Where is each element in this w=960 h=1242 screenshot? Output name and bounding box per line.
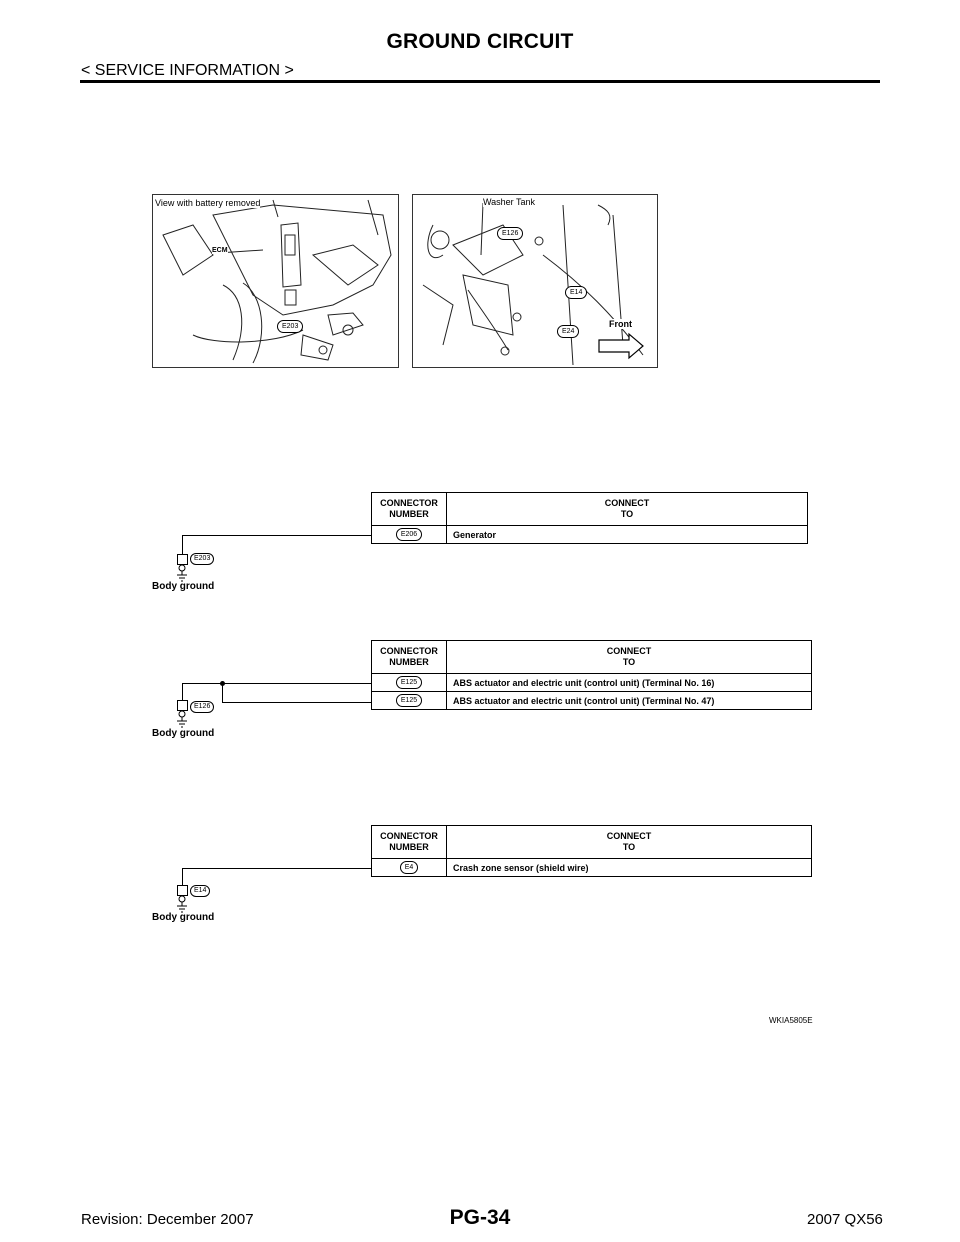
- ground-label: Body ground: [152, 912, 215, 923]
- ground-connector-id: E14: [190, 885, 210, 897]
- washer-tank-label: Washer Tank: [483, 197, 536, 207]
- engine-bay-illustration-right: [412, 194, 658, 368]
- connect-to: ABS actuator and electric unit (control unit) (Terminal No. 16): [447, 674, 812, 692]
- ground-label: Body ground: [152, 581, 215, 592]
- right-photo-connector-1: E126: [497, 227, 523, 240]
- section-label: < SERVICE INFORMATION >: [81, 62, 294, 79]
- wire-vertical: [182, 868, 183, 886]
- right-photo-connector-2: E14: [565, 286, 587, 299]
- connector-table-3: [371, 825, 812, 877]
- wire-horizontal: [182, 683, 372, 684]
- wire-branch-horizontal: [222, 702, 372, 703]
- connector-id: E125: [396, 694, 422, 707]
- table-row: [372, 859, 812, 877]
- connect-to: Crash zone sensor (shield wire): [447, 859, 812, 877]
- wire-horizontal: [182, 868, 372, 869]
- figure-id: WKIA5805E: [769, 1016, 813, 1025]
- engine-bay-drawing: [153, 195, 398, 367]
- connector-id: E125: [396, 676, 422, 689]
- front-label: Front: [609, 319, 632, 329]
- vehicle-model: 2007 QX56: [807, 1211, 883, 1228]
- header-connector-number: CONNECTOR NUMBER: [372, 826, 447, 859]
- header-connect-to: CONNECT TO: [447, 826, 812, 859]
- connect-to: Generator: [447, 526, 808, 544]
- ground-label: Body ground: [152, 728, 215, 739]
- revision-date: Revision: December 2007: [81, 1211, 254, 1228]
- ecm-label: ECM: [212, 247, 228, 254]
- left-photo-caption: View with battery removed: [155, 198, 261, 208]
- front-arrow-icon: [599, 334, 643, 358]
- engine-bay-illustration-left: [152, 194, 399, 368]
- left-photo-connector: E203: [277, 320, 303, 333]
- header-rule: [80, 80, 880, 83]
- header-connector-number: CONNECTOR NUMBER: [372, 641, 447, 674]
- connector-id: E4: [400, 861, 419, 874]
- connector-table-2: [371, 640, 812, 710]
- header-connect-to: CONNECT TO: [447, 493, 808, 526]
- connector-id: E206: [396, 528, 422, 541]
- header-connect-to: CONNECT TO: [447, 641, 812, 674]
- wire-horizontal: [182, 535, 372, 536]
- connect-to: ABS actuator and electric unit (control unit) (Terminal No. 47): [447, 692, 812, 710]
- table-row: [372, 692, 812, 710]
- ground-connector-id: E126: [190, 701, 214, 713]
- table-header: [372, 641, 812, 674]
- table-row: [372, 674, 812, 692]
- page-title: GROUND CIRCUIT: [386, 30, 574, 53]
- right-photo-connector-3: E24: [557, 325, 579, 338]
- ground-symbol-icon: [176, 710, 188, 730]
- table-header: [372, 826, 812, 859]
- wire-junction-dot: [220, 681, 225, 686]
- ground-connector-id: E203: [190, 553, 214, 565]
- table-header: [372, 493, 808, 526]
- header-connector-number: CONNECTOR NUMBER: [372, 493, 447, 526]
- page-number: PG-34: [449, 1206, 511, 1229]
- washer-tank-drawing: [413, 195, 657, 367]
- table-row: [372, 526, 808, 544]
- wire-vertical: [182, 535, 183, 555]
- connector-table-1: [371, 492, 808, 544]
- wire-vertical: [182, 683, 183, 701]
